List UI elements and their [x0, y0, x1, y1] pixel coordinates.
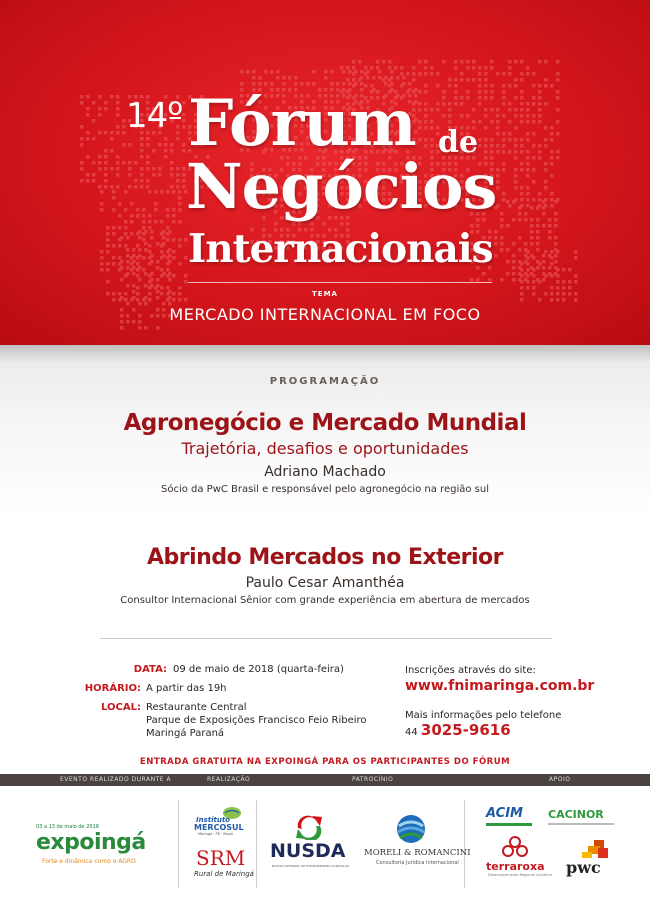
talk-1-subtitle: Trajetória, desafios e oportunidades — [181, 439, 469, 458]
nusda-sub: NÚCLEO SETORIAL DE EXPORTADORES AGRÍCOLAS — [272, 864, 349, 868]
date-label: DATA: — [133, 664, 167, 675]
talk-2-role: Consultor Internacional Sênior com grande experiência em abertura de mercados — [120, 595, 530, 606]
tema-label: TEMA — [312, 290, 338, 298]
pwc-logo — [566, 840, 616, 880]
talk-1-title: Agronegócio e Mercado Mundial — [123, 410, 527, 436]
place-line-2: Parque de Exposições Francisco Feio Ribeiro — [146, 715, 367, 726]
cacinor-rule — [548, 823, 614, 825]
title-de: de — [438, 125, 479, 160]
theme-text: MERCADO INTERNACIONAL EM FOCO — [169, 305, 481, 324]
instituto-line-2: MERCOSUL — [194, 823, 244, 832]
srm-logo — [190, 846, 254, 882]
date-value: 09 de maio de 2018 (quarta-feira) — [173, 664, 344, 675]
footer-separator — [464, 800, 465, 888]
edition-number: 14º — [126, 96, 183, 136]
moreli-sub: Consultoria Jurídica Internacional — [376, 860, 459, 866]
place-label: LOCAL: — [101, 702, 141, 713]
expoinga-tagline: Forte e dinâmica como o AGRO — [42, 858, 136, 865]
footer-separator — [178, 800, 179, 888]
talk-2-title: Abrindo Mercados no Exterior — [147, 545, 503, 570]
time-label: HORÁRIO: — [84, 683, 141, 694]
nusda-name: NUSDA — [270, 840, 346, 862]
cacinor-name: CACINOR — [548, 808, 604, 821]
title-divider — [188, 282, 492, 283]
recycle-arrows-icon — [294, 814, 324, 840]
expoinga-dates: 03 a 13 de maio de 2018 — [36, 824, 99, 830]
place-line-3: Maringá Paraná — [146, 728, 225, 739]
srm-name: SRM — [196, 846, 246, 870]
section-divider — [100, 638, 552, 639]
phone-digits: 3025-9616 — [420, 721, 511, 739]
expoinga-name: expoingá — [36, 830, 146, 855]
expoinga-logo — [30, 824, 170, 874]
place-line-1: Restaurante Central — [146, 702, 247, 713]
talk-1-role: Sócio da PwC Brasil e responsável pelo agronegócio na região sul — [160, 484, 490, 495]
leaf-cluster-icon — [502, 836, 528, 860]
moreli-romancini-logo — [362, 814, 471, 874]
instituto-mercosul-logo — [190, 806, 250, 836]
footer-label-realization: REALIZAÇÃO — [207, 776, 251, 783]
srm-sub: Rural de Maringá — [194, 870, 254, 878]
phone-number — [405, 721, 511, 739]
acim-logo — [486, 806, 536, 830]
acim-name: ACIM — [486, 806, 523, 821]
phone-text: Mais informações pelo telefone — [405, 710, 562, 721]
title-negocios: Negócios — [186, 150, 497, 223]
globe-icon — [396, 814, 426, 844]
terraroxa-logo — [484, 836, 553, 880]
terraroxa-sub: Desenvolvimento Regional Comércio — [488, 873, 553, 877]
phone-ddd: 44 — [405, 727, 418, 738]
instituto-line-1: Instituto — [196, 816, 230, 824]
time-value: A partir das 19h — [146, 683, 227, 694]
header-shadow — [0, 345, 650, 363]
footer-separator — [256, 800, 257, 888]
terraroxa-name: terraroxa — [486, 860, 545, 873]
pwc-name: pwc — [566, 858, 601, 877]
moreli-name: MORELI & ROMANCINI — [364, 848, 471, 858]
footer-label-support: APOIO — [549, 776, 571, 783]
nusda-logo — [268, 814, 352, 874]
talk-1-speaker: Adriano Machado — [264, 464, 386, 480]
pwc-blocks-icon — [582, 840, 610, 860]
footer-label-sponsorship: PATROCÍNIO — [352, 776, 394, 783]
instituto-line-3: Maringá · PR · Brasil — [198, 832, 234, 836]
header-banner — [0, 0, 650, 345]
signup-text: Inscrições através do site: — [405, 665, 536, 676]
acim-underline — [486, 823, 532, 826]
talk-2-speaker: Paulo Cesar Amanthéa — [245, 575, 405, 591]
title-internacionais: Internacionais — [188, 226, 493, 272]
signup-site-link[interactable]: www.fnimaringa.com.br — [405, 678, 595, 694]
title-forum: Fórum — [188, 86, 416, 161]
program-heading: PROGRAMAÇÃO — [269, 376, 381, 387]
free-entry-note: ENTRADA GRATUITA NA EXPOINGÁ PARA OS PARTICIPANTES DO FÓRUM — [139, 757, 511, 767]
footer-label-during: EVENTO REALIZADO DURANTE A — [60, 776, 172, 783]
cacinor-logo — [548, 808, 618, 832]
